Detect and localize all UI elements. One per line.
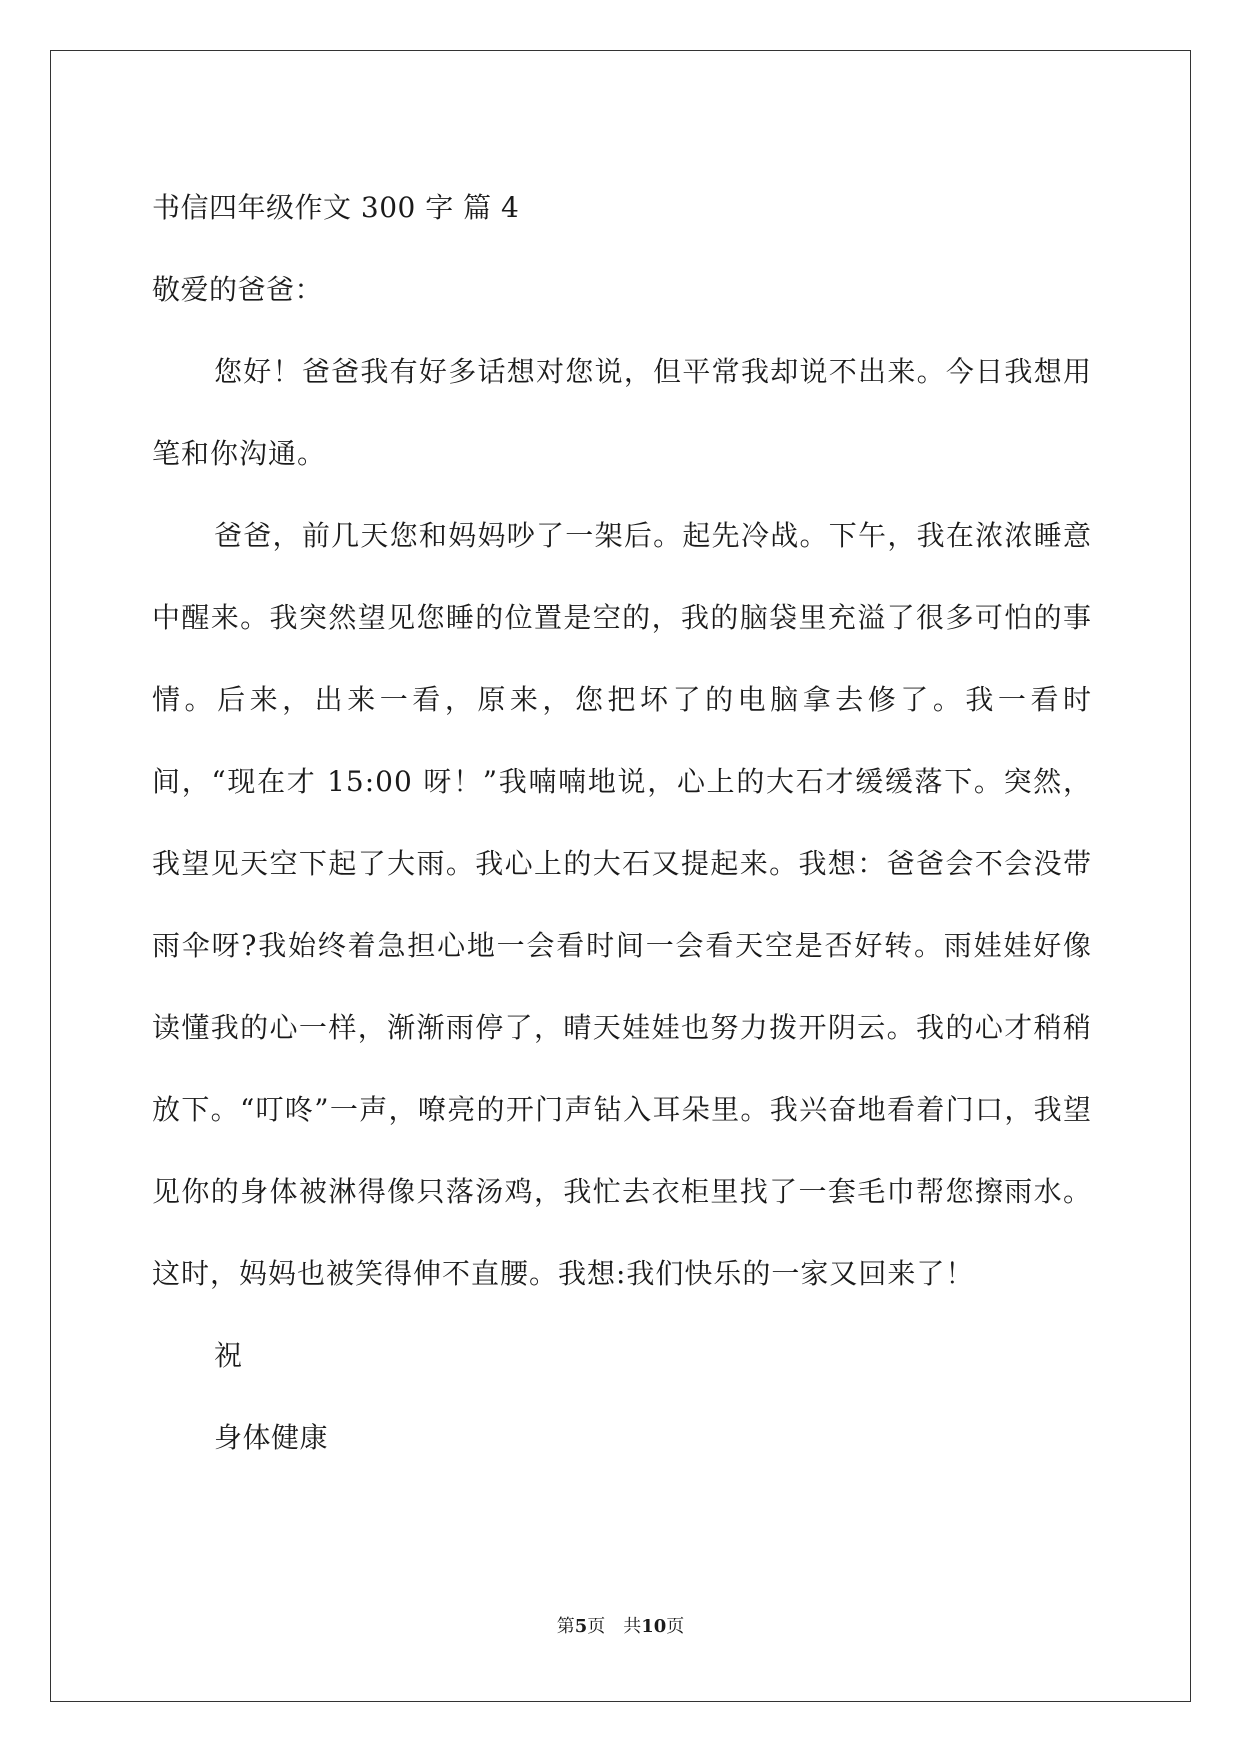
paragraph-2: 爸爸，前几天您和妈妈吵了一架后。起先冷战。下午，我在浓浓睡意中醒来。我突然望见您睡的位置是空的，我的脑袋里充溢了很多可怕的事情。后来，出来一看，原来，您把坏了的电脑拿去修了。我一看时间，“现在才 15:00 呀！”我喃喃地说，心上的大石才缓缓落下。突然，我望见天空下起了大雨。我心上的大石又提起来。我想：爸爸会不会没带雨伞呀?我始终着急担心地一会看时间一会看天空是否好转。雨娃娃好像读懂我的心一样，渐渐雨停了，晴天娃娃也努力拨开阴云。我的心才稍稍放下。“叮咚”一声，嘹亮的开门声钻入耳朵里。我兴奋地看着门口，我望见你的身体被淋得像只落汤鸡，我忙去衣柜里找了一套毛巾帮您擦雨水。这时，妈妈也被笑得伸不直腰。我想:我们快乐的一家又回来了！ (152, 519, 1092, 1290)
footer-prefix: 第 (556, 1616, 575, 1637)
footer-total-number: 10 (641, 1616, 667, 1637)
salutation: 敬爱的爸爸： (152, 273, 324, 306)
page-footer (0, 1612, 1241, 1638)
footer-total-prefix: 共 (623, 1616, 642, 1637)
footer-page-suffix: 页 (587, 1616, 606, 1637)
footer-page-number: 5 (574, 1616, 588, 1637)
closing-health: 身体健康 (214, 1421, 329, 1454)
footer-total-suffix: 页 (666, 1616, 685, 1637)
document-body (152, 167, 1092, 1479)
document-title: 书信四年级作文 300 字 篇 4 (152, 191, 520, 224)
closing-wish: 祝 (214, 1339, 243, 1372)
paragraph-1: 您好！爸爸我有好多话想对您说，但平常我却说不出来。今日我想用笔和你沟通。 (152, 355, 1092, 470)
